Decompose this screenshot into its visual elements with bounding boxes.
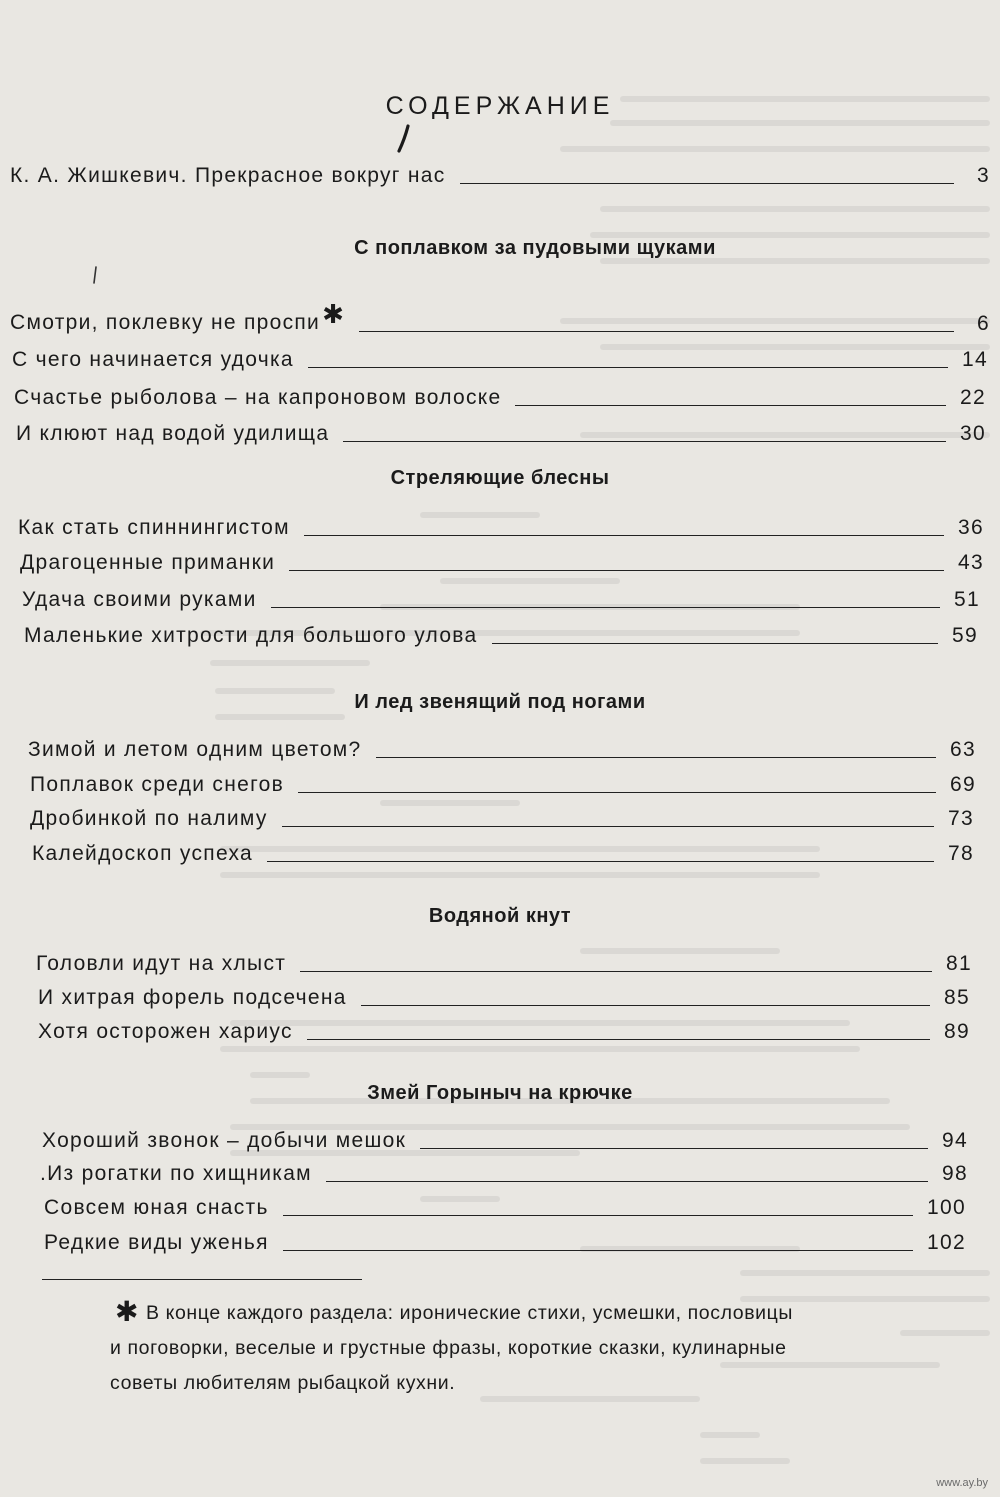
page-number: 36 [958, 516, 984, 539]
section-heading: И лед звенящий под ногами [354, 691, 646, 713]
page-number: 89 [944, 1020, 970, 1043]
leader-line [359, 331, 954, 332]
section-heading: Стреляющие блесны [390, 467, 610, 489]
footnote-line: и поговорки, веселые и грустные фразы, короткие сказки, кулинарные [110, 1337, 787, 1359]
toc-entry [18, 510, 984, 540]
toc-entry [40, 1156, 968, 1186]
entry-title: .Из рогатки по хищникам [40, 1162, 312, 1185]
page-number: 98 [942, 1162, 968, 1185]
entry-title: Головли идут на хлыст [36, 952, 287, 975]
leader-line [307, 1039, 930, 1040]
footnote-line: советы любителям рыбацкой кухни. [110, 1372, 456, 1394]
leader-line [282, 826, 934, 827]
section-heading: С поплавком за пудовыми щуками [354, 237, 716, 259]
leader-line [343, 441, 946, 442]
toc-entry [28, 732, 976, 762]
page-number: 51 [954, 588, 980, 611]
leader-line [326, 1181, 928, 1182]
entry-title: Драгоценные приманки [20, 551, 276, 574]
intro-essay-title: Прекрасное вокруг нас [194, 164, 446, 187]
toc-entry [42, 1123, 968, 1153]
leader-line [376, 757, 937, 758]
entry-title: И клюют над водой удилища [16, 422, 330, 445]
leader-line [420, 1148, 928, 1149]
entry-title: Редкие виды уженья [44, 1231, 269, 1254]
leader-line [515, 405, 946, 406]
leader-line [308, 367, 948, 368]
toc-entry [12, 342, 988, 372]
page-number: 43 [958, 551, 984, 574]
entry-title: Как стать спиннингистом [18, 516, 290, 539]
intro-author: К. А. Жишкевич. [10, 164, 188, 187]
intro-title [10, 164, 446, 188]
entry-title: Поплавок среди снегов [30, 773, 285, 796]
leader-line [460, 183, 954, 184]
leader-line [492, 643, 939, 644]
leader-line [361, 1005, 930, 1006]
toc-entry [24, 618, 978, 648]
leader-line [304, 535, 944, 536]
entry-title: Смотри, поклевку не проспи✱ [10, 299, 346, 334]
toc-entry [30, 767, 976, 797]
toc-entry [36, 946, 972, 976]
page-number: 94 [942, 1129, 968, 1152]
footnote-asterisk-icon: ✱ [322, 299, 346, 329]
section-heading: Змей Горыныч на крючке [367, 1082, 633, 1104]
toc-entry [38, 1014, 970, 1044]
page-number: 85 [944, 986, 970, 1009]
entry-title: Маленькие хитрости для большого улова [24, 624, 478, 647]
page-number: 63 [950, 738, 976, 761]
page-number: 102 [927, 1231, 966, 1254]
toc-entry [10, 299, 990, 336]
section-heading: Водяной кнут [428, 905, 572, 927]
pen-mark [396, 124, 410, 154]
page-number: 6 [977, 312, 990, 335]
page-number: 14 [962, 348, 988, 371]
entry-title: И хитрая форель подсечена [38, 986, 347, 1009]
intro-entry [10, 158, 990, 188]
entry-title: Дробинкой по налиму [30, 807, 268, 830]
page-number: 22 [960, 386, 986, 409]
leader-line [267, 861, 934, 862]
leader-line [289, 570, 944, 571]
leader-line [283, 1250, 913, 1251]
page-number: 73 [948, 807, 974, 830]
leader-line [283, 1215, 913, 1216]
footnote-line: В конце каждого раздела: иронические стихи, усмешки, пословицы [146, 1302, 794, 1324]
page-title: СОДЕРЖАНИЕ [385, 92, 615, 120]
entry-title: Калейдоскоп успеха [32, 842, 254, 865]
entry-title: Удача своими руками [22, 588, 257, 611]
leader-line [300, 971, 932, 972]
page-number: 59 [952, 624, 978, 647]
footnote-asterisk-icon: ✱ [115, 1296, 139, 1327]
page-number: 30 [960, 422, 986, 445]
toc-entry [32, 836, 974, 866]
leader-line [271, 607, 940, 608]
toc-entry [20, 545, 984, 575]
page-number: 100 [927, 1196, 966, 1219]
page-number: 69 [950, 773, 976, 796]
entry-title: Счастье рыболова – на капроновом волоске [14, 386, 502, 409]
entry-title: Хотя осторожен хариус [38, 1020, 293, 1043]
footnote [110, 1296, 960, 1401]
toc-entry [30, 801, 974, 831]
footnote-rule [42, 1279, 362, 1280]
entry-title: Совсем юная снасть [44, 1196, 269, 1219]
entry-title: С чего начинается удочка [12, 348, 294, 371]
page-number: 3 [977, 164, 990, 187]
toc-entry [38, 980, 970, 1010]
toc-entry [44, 1225, 966, 1255]
toc-entry [22, 582, 980, 612]
leader-line [298, 792, 936, 793]
entry-title: Хороший звонок – добычи мешок [42, 1129, 407, 1152]
toc-entry [16, 416, 986, 446]
watermark: www.ay.by [936, 1477, 988, 1489]
page-number: 78 [948, 842, 974, 865]
toc-entry [14, 380, 986, 410]
pencil-tick [92, 266, 98, 284]
toc-entry [44, 1190, 966, 1220]
entry-title: Зимой и летом одним цветом? [28, 738, 362, 761]
page-number: 81 [946, 952, 972, 975]
